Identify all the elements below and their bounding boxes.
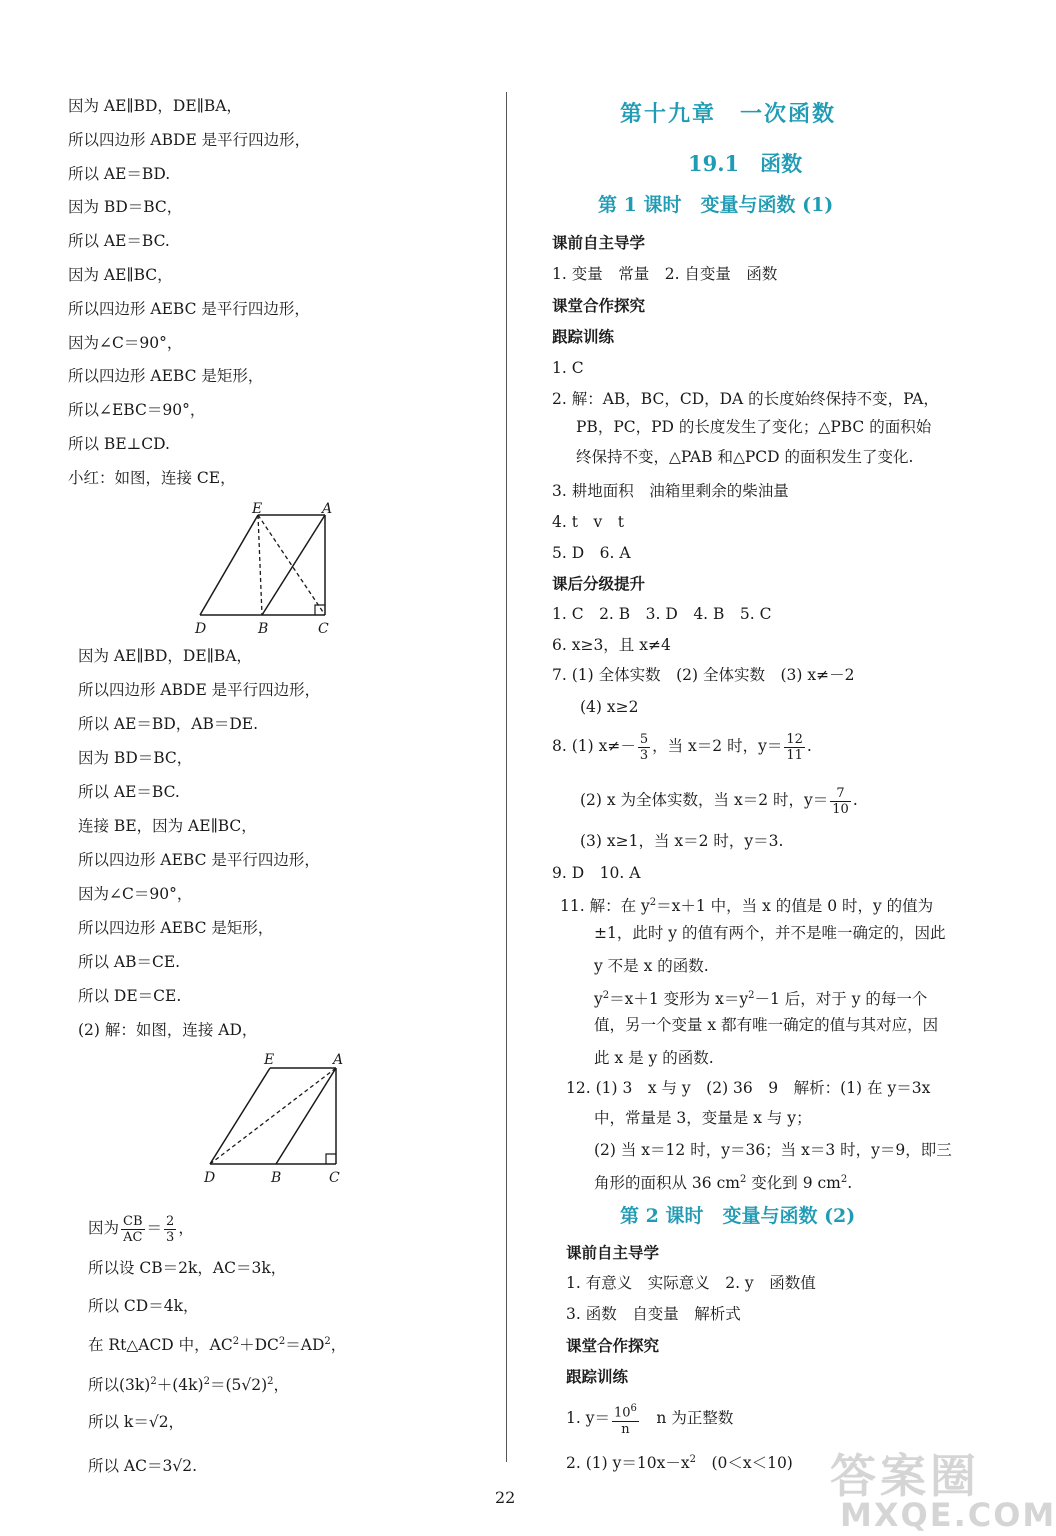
fig2-edge-ba xyxy=(276,1068,336,1164)
solution-line: 所以 AE＝BD，AB＝DE. xyxy=(78,715,259,733)
ratio-prefix: 因为 xyxy=(88,1219,120,1237)
fig1-label-c: C xyxy=(318,621,329,637)
heading-after-1: 课后分级提升 xyxy=(552,574,646,593)
ans-b9: 9. D 10. A xyxy=(552,864,641,882)
left-line-c1: 所以 CD＝4k， xyxy=(88,1297,199,1315)
ans-c3: 3. 函数 自变量 解析式 xyxy=(566,1305,741,1323)
ans-b1: 1. C 2. B 3. D 4. B 5. C xyxy=(552,605,772,623)
ans-a2-2: PB，PC，PD 的长度发生了变化；△PBC 的面积始 xyxy=(576,418,932,436)
solution-line: 因为 AE∥BD，DE∥BA， xyxy=(68,97,242,115)
ans-a1: 1. C xyxy=(552,359,584,377)
ans-b8-1: 8. (1) x≠－ $\frac{5}{3}$ ，当 x＝2 时，y＝ $\frac{12}{11}$ . xyxy=(552,731,812,763)
solution-line: 小红：如图，连接 CE， xyxy=(68,468,236,487)
ans-a2-3: 终保持不变，△PAB 和△PCD 的面积发生了变化. xyxy=(576,448,914,466)
fig2-right-angle-mark xyxy=(326,1154,336,1164)
lesson1-title: 第 1 课时 变量与函数 (1) xyxy=(598,194,834,216)
solution-line: 因为 BD＝BC， xyxy=(78,749,193,767)
heading-preclass-1: 课前自主导学 xyxy=(552,233,646,252)
ans-b11-3: y 不是 x 的函数. xyxy=(594,957,709,975)
fig2-edge-de xyxy=(210,1068,270,1164)
fig2-label-c: C xyxy=(329,1170,340,1186)
rt-triangle-line: 在 Rt△ACD 中，$AC^2+DC^2=AD^2$， xyxy=(88,1336,347,1355)
fig2-dash-da xyxy=(210,1068,336,1164)
fig2-label-d: D xyxy=(204,1170,216,1186)
ans-b6: 6. x≥3，且 x≠4 xyxy=(552,636,671,654)
fig1-edge-ba xyxy=(262,515,325,615)
heading-track-1: 跟踪训练 xyxy=(552,327,615,346)
fig1-dash-eb xyxy=(258,515,262,615)
ans-a3: 3. 耕地面积 油箱里剩余的柴油量 xyxy=(552,482,789,500)
solution-line: 因为 BD＝BC， xyxy=(68,198,183,217)
ac-value-line: 所以 AC＝3√2. xyxy=(88,1457,198,1475)
solution-line: 所以∠EBC＝90°， xyxy=(68,401,206,420)
fig1-edge-de xyxy=(200,515,258,615)
lesson2-title: 第 2 课时 变量与函数 (2) xyxy=(620,1205,856,1227)
fig2-label-b: B xyxy=(271,1170,282,1186)
ans-a5: 5. D 6. A xyxy=(552,544,631,562)
solution-line: 因为 AE∥BD，DE∥BA， xyxy=(78,647,252,665)
fraction-cb-ac: $\frac{CB}{AC}$ xyxy=(123,1213,143,1245)
section-title: 19.1 函数 xyxy=(688,151,803,176)
ans-b7-2: (4) x≥2 xyxy=(580,698,639,716)
solution-line: 所以 AE＝BC. xyxy=(68,232,170,251)
ratio-line: 因为 $\frac{CB}{AC}$ ＝ $\frac{2}{3}$ ， xyxy=(88,1213,194,1245)
solution-line: 所以四边形 AEBC 是矩形， xyxy=(78,919,274,937)
solution-line: (2) 解：如图，连接 AD， xyxy=(78,1021,258,1039)
fig1-label-e: E xyxy=(252,501,263,517)
solution-line: 因为 AE∥BC， xyxy=(68,266,173,284)
fig2-label-e: E xyxy=(264,1052,275,1068)
solution-line: 所以四边形 AEBC 是平行四边形， xyxy=(78,851,320,869)
ans-b12-3: (2) 当 x＝12 时，y＝36；当 x＝3 时，y＝9，即三 xyxy=(594,1141,952,1159)
heading-track-2: 跟踪训练 xyxy=(566,1367,629,1386)
fig1-right-angle-mark xyxy=(315,605,325,615)
heading-preclass-2: 课前自主导学 xyxy=(566,1243,660,1262)
fig1-label-d: D xyxy=(195,621,207,637)
ans-b12-2: 中，常量是 3，变量是 x 与 y； xyxy=(594,1109,812,1127)
ans-b12-4: 角形的面积从 36 $cm^2$ 变化到 9 $cm^2$. xyxy=(594,1174,853,1193)
ans-b11-4: $y^2=x+1$ 变形为 $x=y^2-1$ 后，对于 y 的每一个 xyxy=(594,990,928,1009)
ans-l1: 1. 变量 常量 2. 自变量 函数 xyxy=(552,265,778,283)
ans-b12-1: 12. (1) 3 x 与 y (2) 36 9 解析：(1) 在 y＝3x xyxy=(566,1079,931,1097)
ans-b11-5: 值，另一个变量 x 都有唯一确定的值与其对应，因 xyxy=(594,1016,939,1034)
solution-line: 连接 BE，因为 AE∥BC， xyxy=(78,817,257,835)
solution-line: 所以四边形 ABDE 是平行四边形， xyxy=(78,681,321,699)
ans-b11-6: 此 x 是 y 的函数. xyxy=(594,1049,714,1067)
figure-rectangle-ce xyxy=(190,500,350,640)
watermark-logo xyxy=(810,1440,1056,1536)
fig2-label-a: A xyxy=(333,1052,344,1068)
ans-c-t2: 2. (1) $y=10x-x^2$ (0＜x＜10) xyxy=(566,1454,793,1473)
solution-line: 所以 DE＝CE. xyxy=(78,987,182,1005)
fraction-2-3: $\frac{2}{3}$ xyxy=(166,1213,175,1245)
ans-b11-1: 11. 解：在 $y^2=x+1$ 中，当 x 的值是 0 时，y 的值为 xyxy=(560,897,934,916)
chapter-title: 第十九章 一次函数 xyxy=(620,101,837,127)
square-equation-line: 所以$(3k)^2+(4k)^2=(5√2)^2$， xyxy=(88,1376,290,1395)
solution-line: 所以 AE＝BC. xyxy=(78,783,180,801)
page-number: 22 xyxy=(495,1488,516,1507)
fig1-label-a: A xyxy=(322,501,333,517)
fig1-label-b: B xyxy=(258,621,269,637)
solution-line: 所以 AB＝CE. xyxy=(78,953,181,971)
ans-b7-1: 7. (1) 全体实数 (2) 全体实数 (3) x≠－2 xyxy=(552,666,855,684)
solution-line: 因为∠C＝90°， xyxy=(78,885,193,903)
k-value-line: 所以 k＝√2， xyxy=(88,1413,185,1431)
heading-inclass-2: 课堂合作探究 xyxy=(566,1336,660,1355)
solution-line: 因为∠C＝90°， xyxy=(68,333,183,352)
solution-line: 所以四边形 ABDE 是平行四边形， xyxy=(68,130,311,149)
ans-c-t1: 1. y＝ $\frac{10^6}{n}$ n 为正整数 xyxy=(566,1403,734,1437)
ans-b8-3: (3) x≥1，当 x＝2 时，y＝3. xyxy=(580,832,784,850)
ans-a4: 4. t v t xyxy=(552,513,624,531)
solution-line: 所以四边形 AEBC 是平行四边形， xyxy=(68,299,310,318)
ans-b8-2: (2) x 为全体实数，当 x＝2 时，y＝ $\frac{7}{10}$ . xyxy=(580,785,858,817)
ans-b11-2: ±1，此时 y 的值有两个，并不是唯一确定的，因此 xyxy=(594,924,946,942)
solution-line: 所以四边形 AEBC 是矩形， xyxy=(68,367,264,386)
figure-trapezoid-ad xyxy=(198,1048,358,1188)
ans-c1: 1. 有意义 实际意义 2. y 函数值 xyxy=(566,1274,816,1292)
watermark-text: 答案圈 xyxy=(830,1449,980,1503)
solution-line: 所以 AE＝BD. xyxy=(68,164,171,183)
ans-a2-1: 2. 解：AB，BC，CD，DA 的长度始终保持不变，PA， xyxy=(552,390,939,408)
column-divider xyxy=(506,92,507,1462)
left-line-c0: 所以设 CB＝2k，AC＝3k， xyxy=(88,1259,287,1277)
solution-line: 所以 BE⊥CD. xyxy=(68,435,170,453)
heading-inclass-1: 课堂合作探究 xyxy=(552,296,646,315)
watermark-url: MXQE.COM xyxy=(840,1496,1056,1534)
